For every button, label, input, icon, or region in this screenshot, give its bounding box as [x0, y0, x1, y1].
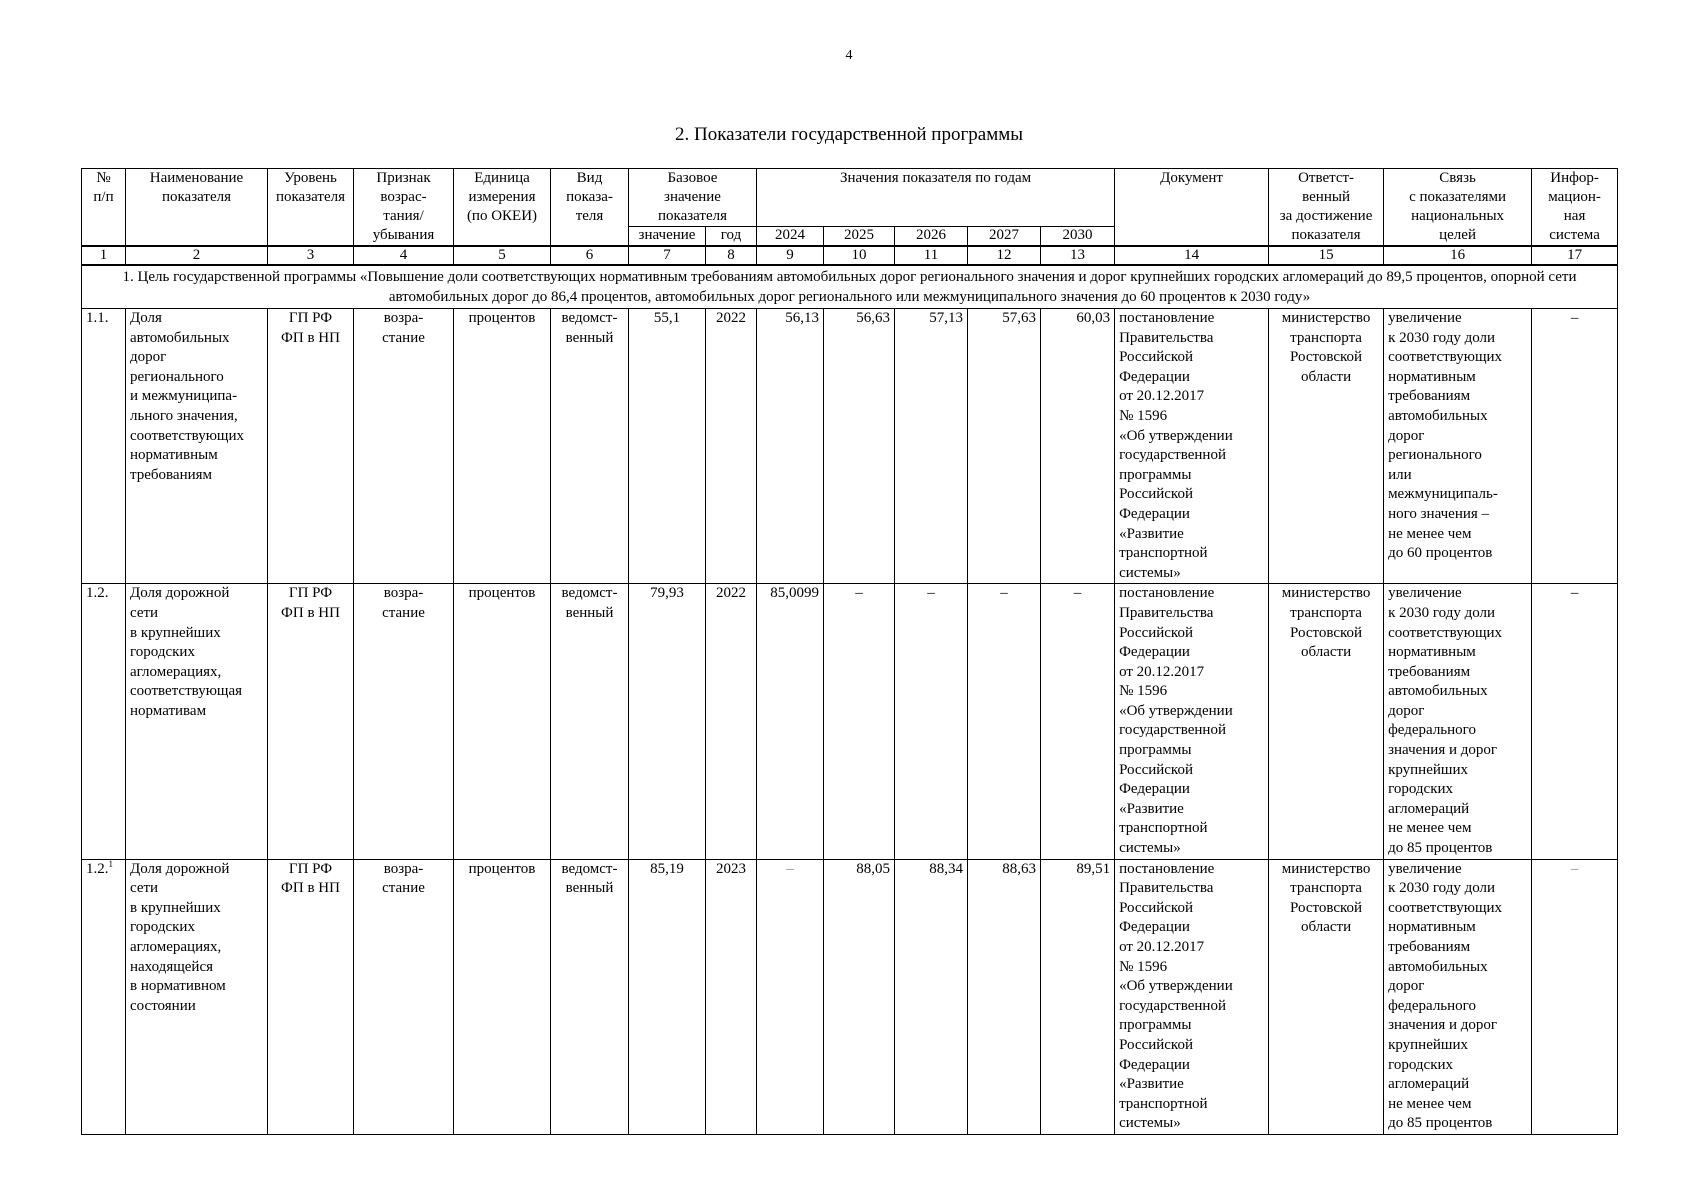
header-kind: Вид показа- теля — [551, 169, 629, 247]
row-value-2025: 56,63 — [824, 309, 895, 584]
row-document: постановление Правительства Российской Федерации от 20.12.2017 № 1596 «Об утверждении государственной программы Российской Федерации «Развитие транспортной системы» — [1115, 309, 1269, 584]
row-kind: ведомст- венный — [551, 859, 629, 1134]
row-unit: процентов — [454, 309, 551, 584]
column-number: 9 — [757, 246, 824, 265]
header-values-by-year: Значения показателя по годам — [757, 169, 1115, 227]
row-responsible: министерство транспорта Ростовской области — [1269, 309, 1384, 584]
column-number: 5 — [454, 246, 551, 265]
row-info: – — [1532, 859, 1618, 1134]
column-number: 6 — [551, 246, 629, 265]
page-title: 2. Показатели государственной программы — [674, 124, 1024, 145]
row-level: ГП РФ ФП в НП — [268, 859, 354, 1134]
table-row — [82, 584, 1618, 859]
column-number: 10 — [824, 246, 895, 265]
header-base-year: год — [706, 227, 757, 247]
header-unit: Единица измерения (по ОКЕИ) — [454, 169, 551, 247]
row-responsible: министерство транспорта Ростовской области — [1269, 859, 1384, 1134]
header-year-2024: 2024 — [757, 227, 824, 247]
header-row — [82, 169, 1618, 227]
column-number: 17 — [1532, 246, 1618, 265]
row-link: увеличение к 2030 году доли соответствующих нормативным требованиям автомобильных дорог федерального значения и дорог крупнейших городских агломераций не менее чем до 85 процентов — [1384, 859, 1532, 1134]
row-link: увеличение к 2030 году доли соответствующих нормативным требованиям автомобильных дорог регионального или межмуниципаль- ного значения – не менее чем до 60 процентов — [1384, 309, 1532, 584]
row-base-year: 2023 — [706, 859, 757, 1134]
indicators-table — [81, 168, 1618, 1135]
column-number: 1 — [82, 246, 126, 265]
row-num: 1.1. — [82, 309, 126, 584]
row-base-value: 55,1 — [629, 309, 706, 584]
row-trend: возра- стание — [354, 859, 454, 1134]
row-value-2027: – — [968, 584, 1041, 859]
column-number: 15 — [1269, 246, 1384, 265]
column-number: 16 — [1384, 246, 1532, 265]
row-name: Доля дорожной сети в крупнейших городских агломерациях, находящейся в нормативном состоянии — [126, 859, 268, 1134]
header-base: Базовое значение показателя — [629, 169, 757, 227]
row-document: постановление Правительства Российской Федерации от 20.12.2017 № 1596 «Об утверждении государственной программы Российской Федерации «Развитие транспортной системы» — [1115, 584, 1269, 859]
row-trend: возра- стание — [354, 309, 454, 584]
row-value-2024: – — [757, 859, 824, 1134]
program-goal: 1. Цель государственной программы «Повышение доли соответствующих нормативным требованиям автомобильных дорог регионального значения и дорог крупнейших городских агломераций до 89,5 процентов, опорной сети автомобильных дорог до 86,4 процентов, автомобильных дорог регионального или межмуниципального значения до 60 процентов к 2030 году» — [82, 265, 1618, 309]
row-value-2027: 88,63 — [968, 859, 1041, 1134]
column-number: 8 — [706, 246, 757, 265]
column-number: 13 — [1041, 246, 1115, 265]
header-level: Уровень показателя — [268, 169, 354, 247]
row-value-2030: 89,51 — [1041, 859, 1115, 1134]
row-value-2025: – — [824, 584, 895, 859]
row-value-2026: 88,34 — [895, 859, 968, 1134]
row-base-year: 2022 — [706, 584, 757, 859]
header-document: Документ — [1115, 169, 1269, 247]
column-number: 7 — [629, 246, 706, 265]
row-name: Доля автомобильных дорог регионального и межмуниципа- льного значения, соответствующих нормативным требованиям — [126, 309, 268, 584]
page-number: 4 — [845, 48, 853, 63]
row-value-2026: – — [895, 584, 968, 859]
row-value-2026: 57,13 — [895, 309, 968, 584]
column-number: 3 — [268, 246, 354, 265]
row-info: – — [1532, 584, 1618, 859]
row-info: – — [1532, 309, 1618, 584]
header-info: Инфор- мацион- ная система — [1532, 169, 1618, 247]
column-number: 4 — [354, 246, 454, 265]
row-num-text: 1.2. — [86, 860, 109, 877]
row-value-2027: 57,63 — [968, 309, 1041, 584]
header-base-value: значение — [629, 227, 706, 247]
row-value-2030: – — [1041, 584, 1115, 859]
row-num: 1.2. — [82, 584, 126, 859]
table-row — [82, 309, 1618, 584]
row-num-footnote: 1 — [108, 859, 113, 869]
row-value-2024: 56,13 — [757, 309, 824, 584]
header-year-2025: 2025 — [824, 227, 895, 247]
header-name: Наименование показателя — [126, 169, 268, 247]
row-base-value: 79,93 — [629, 584, 706, 859]
table-row — [82, 859, 1618, 1134]
row-unit: процентов — [454, 859, 551, 1134]
row-kind: ведомст- венный — [551, 309, 629, 584]
row-value-2030: 60,03 — [1041, 309, 1115, 584]
row-base-year: 2022 — [706, 309, 757, 584]
column-number: 12 — [968, 246, 1041, 265]
row-link: увеличение к 2030 году доли соответствующих нормативным требованиям автомобильных дорог федерального значения и дорог крупнейших городских агломераций не менее чем до 85 процентов — [1384, 584, 1532, 859]
header-link: Связь с показателями национальных целей — [1384, 169, 1532, 247]
column-number: 11 — [895, 246, 968, 265]
row-responsible: министерство транспорта Ростовской области — [1269, 584, 1384, 859]
header-trend: Признак возрас- тания/ убывания — [354, 169, 454, 247]
row-name: Доля дорожной сети в крупнейших городских агломерациях, соответствующая нормативам — [126, 584, 268, 859]
row-level: ГП РФ ФП в НП — [268, 309, 354, 584]
header-year-2026: 2026 — [895, 227, 968, 247]
row-level: ГП РФ ФП в НП — [268, 584, 354, 859]
row-kind: ведомст- венный — [551, 584, 629, 859]
column-number: 14 — [1115, 246, 1269, 265]
header-year-2027: 2027 — [968, 227, 1041, 247]
row-trend: возра- стание — [354, 584, 454, 859]
column-number: 2 — [126, 246, 268, 265]
column-numbers-row — [82, 246, 1618, 265]
row-unit: процентов — [454, 584, 551, 859]
goal-row — [82, 265, 1618, 309]
header-year-2030: 2030 — [1041, 227, 1115, 247]
row-value-2024: 85,0099 — [757, 584, 824, 859]
header-num: № п/п — [82, 169, 126, 247]
row-num — [82, 859, 126, 1134]
row-document: постановление Правительства Российской Федерации от 20.12.2017 № 1596 «Об утверждении государственной программы Российской Федерации «Развитие транспортной системы» — [1115, 859, 1269, 1134]
row-base-value: 85,19 — [629, 859, 706, 1134]
header-responsible: Ответст- венный за достижение показателя — [1269, 169, 1384, 247]
row-value-2025: 88,05 — [824, 859, 895, 1134]
